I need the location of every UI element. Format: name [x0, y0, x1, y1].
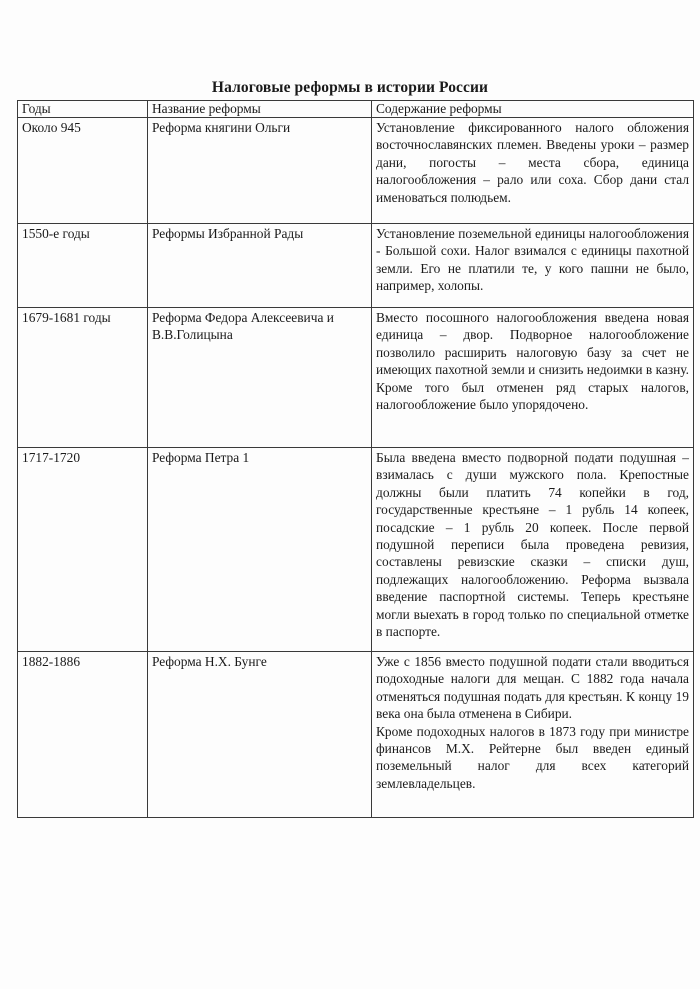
cell-years: 1679-1681 годы	[18, 308, 148, 448]
cell-reform-content	[372, 308, 694, 448]
table-row	[18, 448, 694, 652]
header-reform-name: Название реформы	[148, 101, 372, 118]
table-row	[18, 652, 694, 818]
cell-years: 1717-1720	[18, 448, 148, 652]
content-paragraph: Вместо посошного налогообложения введена новая единица – двор. Подворное налогообложение позволило расширить налоговую базу за счет не имеющих пахотной земли и снизить недоимки в казну. Кроме того был отменен ряд старых налогов, налогообложение было упорядочено.	[376, 310, 689, 413]
cell-reform-name: Реформа Петра 1	[148, 448, 372, 652]
reforms-table	[17, 100, 694, 818]
content-paragraph: Кроме подоходных налогов в 1873 году при министре финансов М.Х. Рейтерне был введен единый поземельный налог для всех категорий землевладельцев.	[376, 723, 689, 791]
cell-reform-content	[372, 224, 694, 308]
content-paragraph: Установление фиксированного налого обложения восточнославянских племен. Введены уроки – размер дани, погосты – места сбора, единица налогообложения – рало или соха. Сбор дани стал именоваться полюдьем.	[376, 120, 689, 205]
cell-reform-name: Реформа Федора Алексеевича и В.В.Голицына	[148, 308, 372, 448]
table-row	[18, 118, 694, 224]
table-header-row	[18, 101, 694, 118]
table-row	[18, 224, 694, 308]
cell-reform-name: Реформы Избранной Рады	[148, 224, 372, 308]
cell-reform-content	[372, 118, 694, 224]
table-row	[18, 308, 694, 448]
document-title: Налоговые реформы в истории России	[211, 79, 489, 96]
cell-reform-content	[372, 652, 694, 818]
cell-years: Около 945	[18, 118, 148, 224]
header-years: Годы	[18, 101, 148, 118]
cell-reform-content	[372, 448, 694, 652]
cell-years: 1882-1886	[18, 652, 148, 818]
cell-reform-name: Реформа княгини Ольги	[148, 118, 372, 224]
cell-years: 1550-е годы	[18, 224, 148, 308]
content-paragraph: Установление поземельной единицы налогообложения - Большой сохи. Налог взимался с единицы пахотной земли. Его не платили те, у кого пашни не было, например, холопы.	[376, 226, 689, 294]
cell-reform-name: Реформа Н.Х. Бунге	[148, 652, 372, 818]
content-paragraph: Была введена вместо подворной подати подушная – взималась с души мужского пола. Крепостные должны были платить 74 копейки в год, государственные крестьяне – 1 рубль 14 копеек, посадские – 1 рубль 20 копеек. После первой подушной переписи была проведена ревизия, составлены ревизские сказки – списки душ, подлежащих налогообложению. Реформа вызвала введение паспортной системы. Теперь крестьяне могли выехать в город только по специальной отметке в паспорте.	[376, 450, 689, 640]
content-paragraph: Уже с 1856 вместо подушной подати стали вводиться подоходные налоги для мещан. С 1882 года начала отменяться подушная подать для крестьян. К концу 19 века она была отменена в Сибири.	[376, 654, 689, 722]
header-reform-content: Содержание реформы	[372, 101, 694, 118]
